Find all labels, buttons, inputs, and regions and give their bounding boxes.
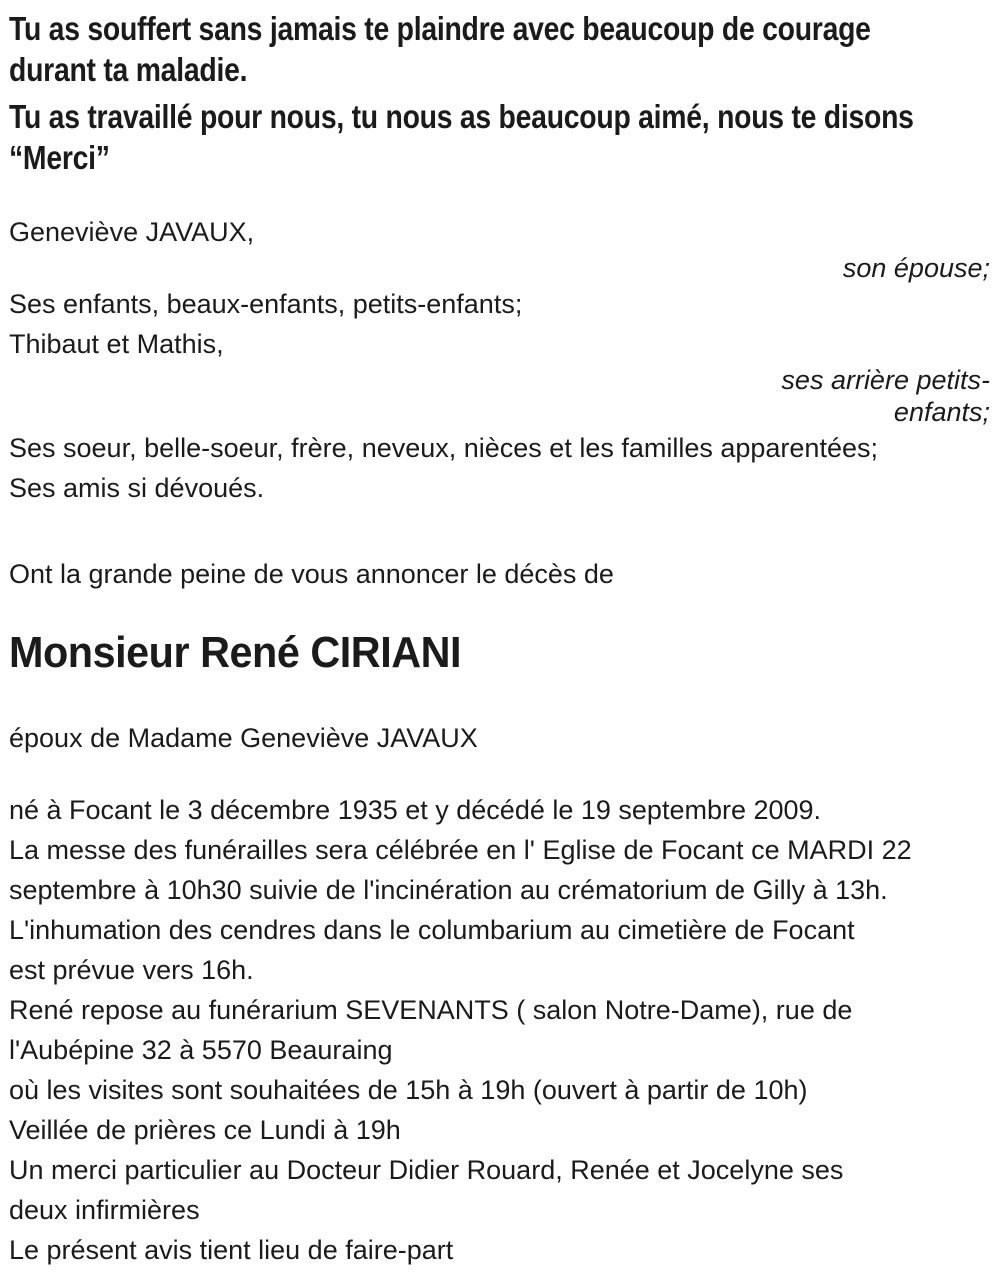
detail-line-inhumation-1: L'inhumation des cendres dans le columbarium au cimetière de Focant <box>9 915 855 945</box>
detail-line-thanks-2: deux infirmières <box>9 1195 200 1225</box>
detail-line-inhumation-2: est prévue vers 16h. <box>9 955 254 985</box>
tribute-line-4: “Merci” <box>9 139 110 176</box>
announcement-line: Ont la grande peine de vous annoncer le décès de <box>9 559 614 589</box>
ceremony-details <box>9 790 990 1270</box>
mourner-line-children: Ses enfants, beaux-enfants, petits-enfants; <box>9 289 523 319</box>
tribute-line-2: durant ta maladie. <box>9 51 248 88</box>
relation-label-great-grandchildren-1: ses arrière petits- <box>781 365 990 395</box>
relation-label-great-grandchildren-2: enfants; <box>893 397 990 427</box>
relation-label-spouse: son épouse; <box>842 253 990 283</box>
mourner-line-friends: Ses amis si dévoués. <box>9 473 265 503</box>
death-notice <box>9 8 990 1270</box>
tribute-paragraph-2 <box>9 96 990 178</box>
detail-line-thanks-1: Un merci particulier au Docteur Didier Rouard, Renée et Jocelyne ses <box>9 1155 844 1185</box>
spouse-section <box>9 718 990 758</box>
spouse-line: époux de Madame Geneviève JAVAUX <box>9 723 478 753</box>
mourner-line-extended-family: Ses soeur, belle-soeur, frère, neveux, nièces et les familles apparentées; <box>9 433 878 463</box>
mourner-line-spouse-name: Geneviève JAVAUX, <box>9 217 255 247</box>
mourners-list <box>9 212 990 508</box>
detail-line-vigil: Veillée de prières ce Lundi à 19h <box>9 1115 401 1145</box>
tribute-line-3: Tu as travaillé pour nous, tu nous as beaucoup aimé, nous te disons <box>9 98 914 135</box>
deceased-name-heading: Monsieur René CIRIANI <box>9 628 462 677</box>
detail-line-visits: où les visites sont souhaitées de 15h à 19h (ouvert à partir de 10h) <box>9 1075 808 1105</box>
detail-line-birth-death: né à Focant le 3 décembre 1935 et y décédé le 19 septembre 2009. <box>9 795 822 825</box>
detail-line-funerarium-1: René repose au funérarium SEVENANTS ( salon Notre-Dame), rue de <box>9 995 853 1025</box>
detail-line-mass-2: septembre à 10h30 suivie de l'incinération au crématorium de Gilly à 13h. <box>9 875 888 905</box>
mourner-line-great-grandchildren: Thibaut et Mathis, <box>9 329 224 359</box>
tribute-line-1: Tu as souffert sans jamais te plaindre avec beaucoup de courage <box>9 10 871 47</box>
detail-line-mass-1: La messe des funérailles sera célébrée en l' Eglise de Focant ce MARDI 22 <box>9 835 912 865</box>
announcement-section <box>9 554 990 594</box>
detail-line-faire-part: Le présent avis tient lieu de faire-part <box>9 1235 454 1265</box>
tribute-quote <box>9 8 990 178</box>
tribute-paragraph-1 <box>9 8 990 90</box>
detail-line-funerarium-2: l'Aubépine 32 à 5570 Beauraing <box>9 1035 393 1065</box>
